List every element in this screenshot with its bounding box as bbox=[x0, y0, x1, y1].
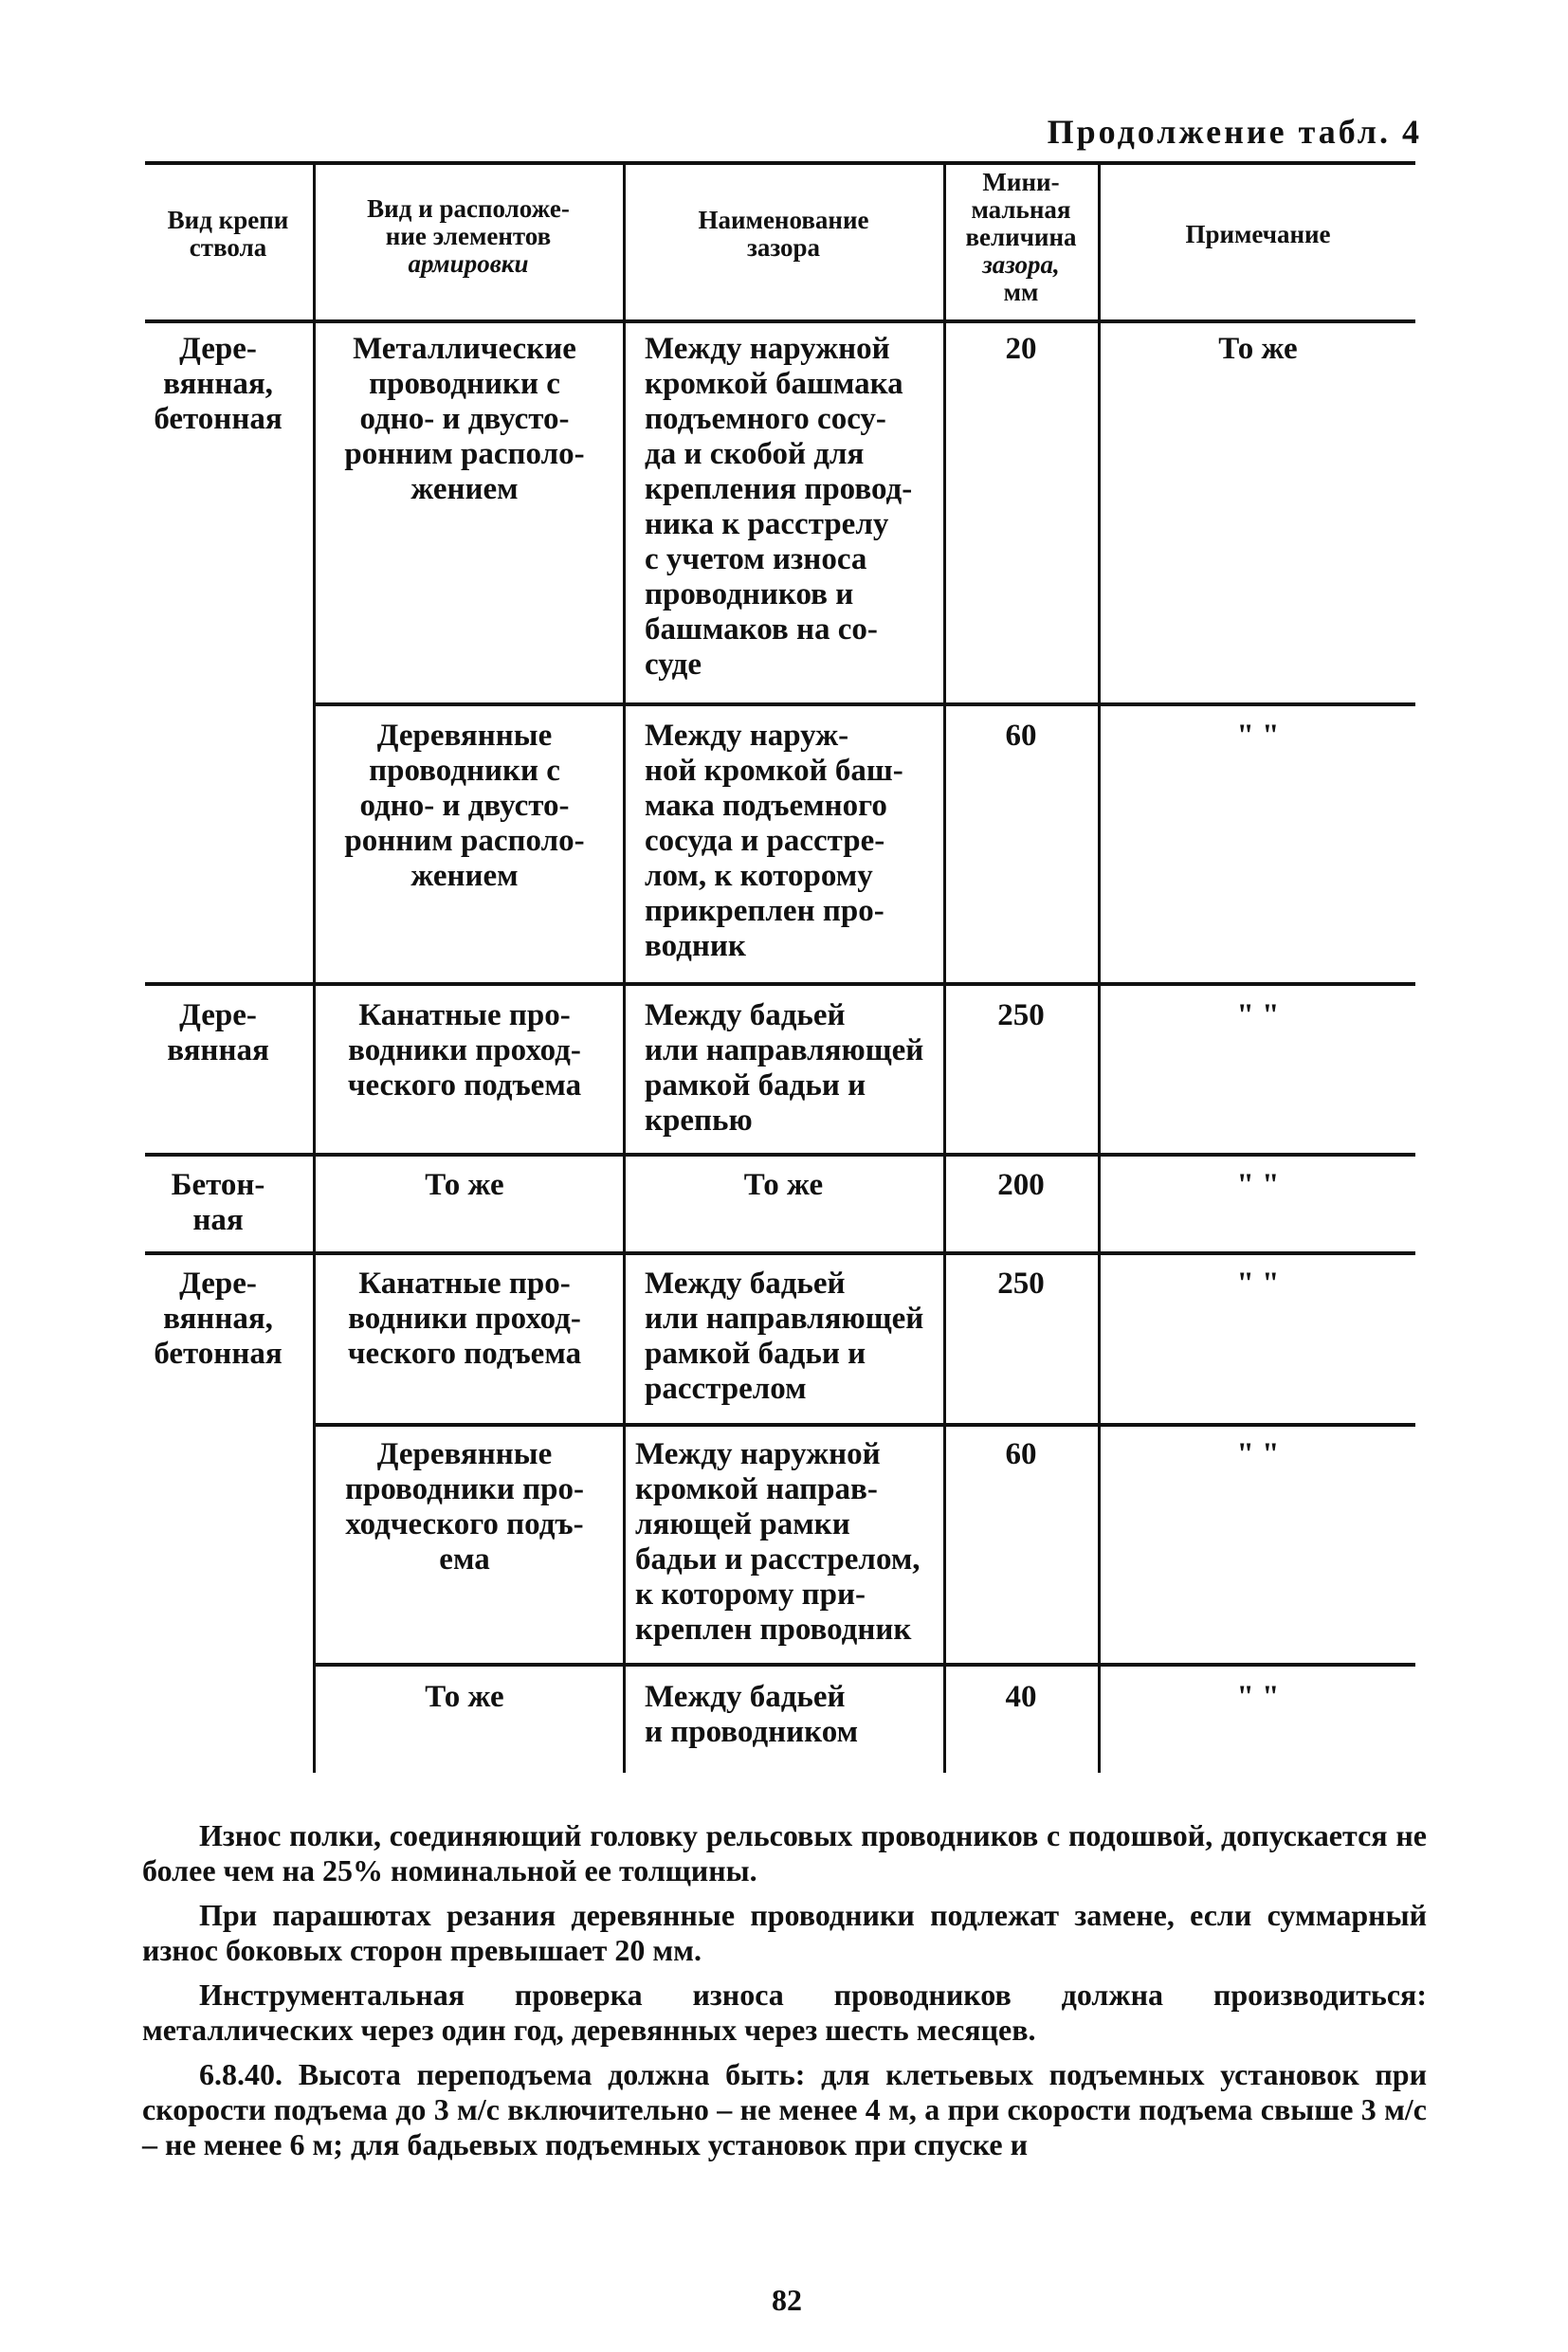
header-elements-line: Вид и расположе- ние элементов bbox=[367, 194, 570, 250]
paragraph: При парашютах резания деревянные проводники подлежат замене, если суммарный износ боковых сторон превышает 20 мм. bbox=[142, 1898, 1427, 1967]
header-elements-italic: армировки bbox=[408, 249, 529, 278]
column-divider bbox=[1098, 161, 1101, 1773]
table-cell-elements: То же bbox=[425, 1168, 504, 1202]
table-cell-value: 250 bbox=[997, 1267, 1045, 1301]
table-cell-gap: Между бадьей или направляющей рамкой бадьи и расстрелом bbox=[645, 1267, 924, 1406]
header-gap-name: Наименование зазора bbox=[698, 206, 869, 262]
table-cell-elements: То же bbox=[425, 1680, 504, 1714]
paragraph: 6.8.40. Высота переподъема должна быть: для клетьевых подъемных установок при скорости подъема до 3 м/с включительно – не менее 4 м, а при скорости подъема свыше 3 м/с – не менее 6 м; для бадьевых подъемных установок при спуске и bbox=[142, 2057, 1427, 2161]
table-cell-lining-type: Дере- вянная, бетонная bbox=[154, 1267, 283, 1371]
column-divider bbox=[623, 161, 626, 1773]
table-cell-elements: Металлические проводники с одно- и двусто- ронним располо- жением bbox=[344, 332, 585, 506]
table-cell-gap: Между наружной кромкой направ- ляющей рамки бадьи и расстрелом, к которому при- креплен проводник bbox=[635, 1437, 921, 1647]
table-cell-note: " " bbox=[1236, 1680, 1280, 1714]
table-cell-value: 250 bbox=[997, 998, 1045, 1032]
table-cell-lining-type: Бетон- ная bbox=[171, 1168, 265, 1237]
row-divider bbox=[145, 1153, 1415, 1157]
header-shaft-lining: Вид крепи ствола bbox=[167, 206, 289, 262]
table-cell-lining-type: Дере- вянная bbox=[167, 998, 269, 1067]
page-number: 82 bbox=[772, 2283, 802, 2317]
header-min-value-line: Мини- мальная величина bbox=[965, 168, 1077, 251]
table-cell-value: 60 bbox=[1005, 719, 1037, 753]
row-divider bbox=[145, 1251, 1415, 1255]
table-cell-note: То же bbox=[1218, 332, 1298, 366]
table-cell-gap: Между наружной кромкой башмака подъемного сосу- да и скобой для крепления провод- ника к расстрелу с учетом износа проводников и башмаков на со- суде bbox=[645, 332, 913, 682]
paragraph: Износ полки, соединяющий головку рельсовых проводников с подошвой, допускается не более чем на 25% номинальной ее толщины. bbox=[142, 1818, 1427, 1887]
table-cell-value: 20 bbox=[1005, 332, 1037, 366]
table-cell-gap: Между бадьей и проводником bbox=[645, 1680, 859, 1749]
row-divider bbox=[313, 1663, 1415, 1667]
body-text bbox=[142, 1818, 1427, 2162]
header-min-value bbox=[946, 169, 1096, 306]
table-cell-note: " " bbox=[1236, 1437, 1280, 1471]
header-bottom-rule bbox=[145, 319, 1415, 323]
header-reinforcement-elements bbox=[316, 195, 621, 278]
table-cell-note: " " bbox=[1236, 998, 1280, 1032]
table-cell-gap: То же bbox=[743, 1168, 824, 1202]
header-min-value-italic: зазора, bbox=[982, 250, 1060, 279]
table-cell-gap: Между наруж- ной кромкой баш- мака подъемного сосуда и расстре- лом, к которому прикреплен про- водник bbox=[645, 719, 903, 963]
column-divider bbox=[313, 161, 316, 1773]
table-cell-elements: Канатные про- водники проход- ческого подъема bbox=[347, 1267, 582, 1371]
table-cell-elements: Деревянные проводники про- ходческого подъ- ема bbox=[344, 1437, 585, 1577]
paragraph: Инструментальная проверка износа проводников должна производиться: металлических через один год, деревянных через шесть месяцев. bbox=[142, 1978, 1427, 2047]
table-continuation-caption: Продолжение табл. 4 bbox=[1047, 113, 1422, 151]
table-cell-elements: Деревянные проводники с одно- и двусто- ронним располо- жением bbox=[344, 719, 585, 893]
row-divider bbox=[313, 702, 1415, 706]
table-cell-value: 40 bbox=[1005, 1680, 1037, 1714]
row-divider bbox=[145, 982, 1415, 986]
table-cell-note: " " bbox=[1236, 719, 1280, 753]
table-cell-value: 60 bbox=[1005, 1437, 1037, 1471]
table-cell-elements: Канатные про- водники проход- ческого подъема bbox=[347, 998, 582, 1103]
header-note: Примечание bbox=[1185, 220, 1331, 248]
table-cell-note: " " bbox=[1236, 1168, 1280, 1202]
table-cell-lining-type: Дере- вянная, бетонная bbox=[154, 332, 283, 436]
table-cell-note: " " bbox=[1236, 1267, 1280, 1301]
table-cell-value: 200 bbox=[997, 1168, 1045, 1202]
column-divider bbox=[943, 161, 946, 1773]
table-top-rule bbox=[145, 161, 1415, 165]
table-cell-gap: Между бадьей или направляющей рамкой бадьи и крепью bbox=[645, 998, 924, 1138]
header-min-value-unit: мм bbox=[1003, 278, 1039, 306]
row-divider bbox=[313, 1423, 1415, 1427]
